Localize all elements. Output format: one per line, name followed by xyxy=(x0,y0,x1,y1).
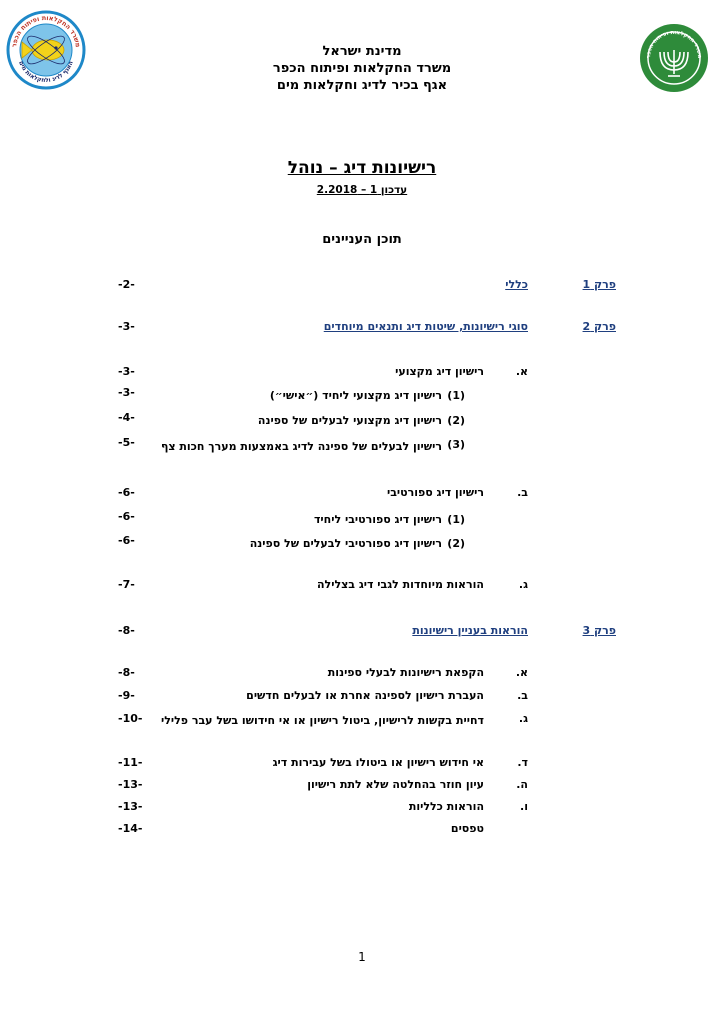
toc-item-page: -3- xyxy=(118,365,135,378)
svg-text:משרד החקלאות ופיתוח הכפר: משרד החקלאות ופיתוח הכפר xyxy=(645,29,703,59)
toc-item-page: -10- xyxy=(118,712,143,725)
toc-item-marker: א. xyxy=(515,365,528,378)
toc-item-text: רישיון דיג ספורטיבי xyxy=(386,486,484,499)
part-1-link[interactable]: פרק 1 xyxy=(582,278,616,291)
part-1-page: -2- xyxy=(118,278,135,291)
toc-item-text: דחיית בקשות לרישיון, ביטול רישיון או אי חידושו בשל עבר פלילי xyxy=(161,714,484,727)
toc-subitem-page: -6- xyxy=(118,510,135,523)
part-3-title-link[interactable]: הוראות בעניין רישיונות xyxy=(412,624,528,637)
header-line-1: מדינת ישראל xyxy=(322,44,402,59)
toc-item-text: העברת רישיון לספינה אחרת או לבעלים חדשים xyxy=(246,689,484,702)
toc-subitem-marker: (2) xyxy=(447,414,465,427)
toc-item-text: הוראות מיוחדות לגבי דיג בצלילה xyxy=(317,578,484,591)
svg-text:משרד החקלאות ופיתוח הכפר: משרד החקלאות ופיתוח הכפר xyxy=(10,13,82,48)
toc-item-marker: ג. xyxy=(518,712,528,725)
toc-subitem-text: רישיון דיג ספורטיבי לבעלים של ספינה xyxy=(249,537,442,550)
toc-item-page: -13- xyxy=(118,778,143,791)
toc-item-marker: ב. xyxy=(517,689,528,702)
toc-item-text: אי חידוש רישיון או ביטולו בשל עבירות דיג xyxy=(272,756,484,769)
toc-item-page: -14- xyxy=(118,822,143,835)
page-number: 1 xyxy=(358,950,366,964)
toc-subitem-marker: (3) xyxy=(447,438,465,451)
part-3-page: -8- xyxy=(118,624,135,637)
part-1-title-link[interactable]: כללי xyxy=(505,278,528,291)
part-2-page: -3- xyxy=(118,320,135,333)
toc-item-page: -7- xyxy=(118,578,135,591)
toc-item-text: הקפאת רישיונות לבעלי ספינות xyxy=(327,666,484,679)
toc-item-text: רישיון דיג מקצועי xyxy=(395,365,484,378)
toc-item-page: -13- xyxy=(118,800,143,813)
toc-item-marker: ב. xyxy=(517,486,528,499)
toc-item-text: טפסים xyxy=(450,822,484,835)
toc-item-text: הוראות כלליות xyxy=(408,800,484,813)
toc-subitem-text: רישיון דיג מקצועי לבעלים של ספינה xyxy=(257,414,442,427)
toc-subitem-page: -6- xyxy=(118,534,135,547)
toc-item-page: -6- xyxy=(118,486,135,499)
part-2-title-link[interactable]: סוגי רישיונות, שיטות דיג ותנאים מיוחדים xyxy=(323,320,528,333)
document-subtitle: עדכון 1 – 2.2018 xyxy=(316,184,408,196)
toc-subitem-marker: (2) xyxy=(447,537,465,550)
toc-subitem-page: -5- xyxy=(118,436,135,449)
toc-subitem-marker: (1) xyxy=(447,513,465,526)
header-line-2: משרד החקלאות ופיתוח הכפר xyxy=(272,61,452,76)
svg-text:האגף לדיג ולחקלאות מים: האגף לדיג ולחקלאות מים xyxy=(17,60,75,85)
toc-subitem-text: רישיון דיג ספורטיבי ליחיד xyxy=(313,513,442,526)
toc-item-page: -11- xyxy=(118,756,143,769)
header-line-3: אגף בכיר לדיג וחקלאות מים xyxy=(276,78,448,93)
toc-subitem-page: -3- xyxy=(118,386,135,399)
part-2-link[interactable]: פרק 2 xyxy=(582,320,616,333)
toc-item-page: -9- xyxy=(118,689,135,702)
toc-item-marker: ד. xyxy=(517,756,528,769)
toc-item-page: -8- xyxy=(118,666,135,679)
toc-item-text: עיון חוזר בהחלטה שלא לתת רישיון xyxy=(307,778,484,791)
toc-subitem-marker: (1) xyxy=(447,389,465,402)
toc-item-marker: א. xyxy=(515,666,528,679)
toc-subitem-text: רישיון לבעלים של ספינה לדיג באמצעות מערך חכות צף xyxy=(160,440,442,453)
document-title: רישיונות דיג – נוהל xyxy=(287,158,437,178)
part-3-link[interactable]: פרק 3 xyxy=(582,624,616,637)
toc-item-marker: ו. xyxy=(520,800,528,813)
toc-item-marker: ה. xyxy=(516,778,528,791)
toc-heading: תוכן העניינים xyxy=(322,232,402,247)
toc-subitem-page: -4- xyxy=(118,411,135,424)
toc-item-marker: ג. xyxy=(518,578,528,591)
toc-subitem-text: רישיון דיג מקצועי ליחיד (״אישי״) xyxy=(269,389,442,402)
